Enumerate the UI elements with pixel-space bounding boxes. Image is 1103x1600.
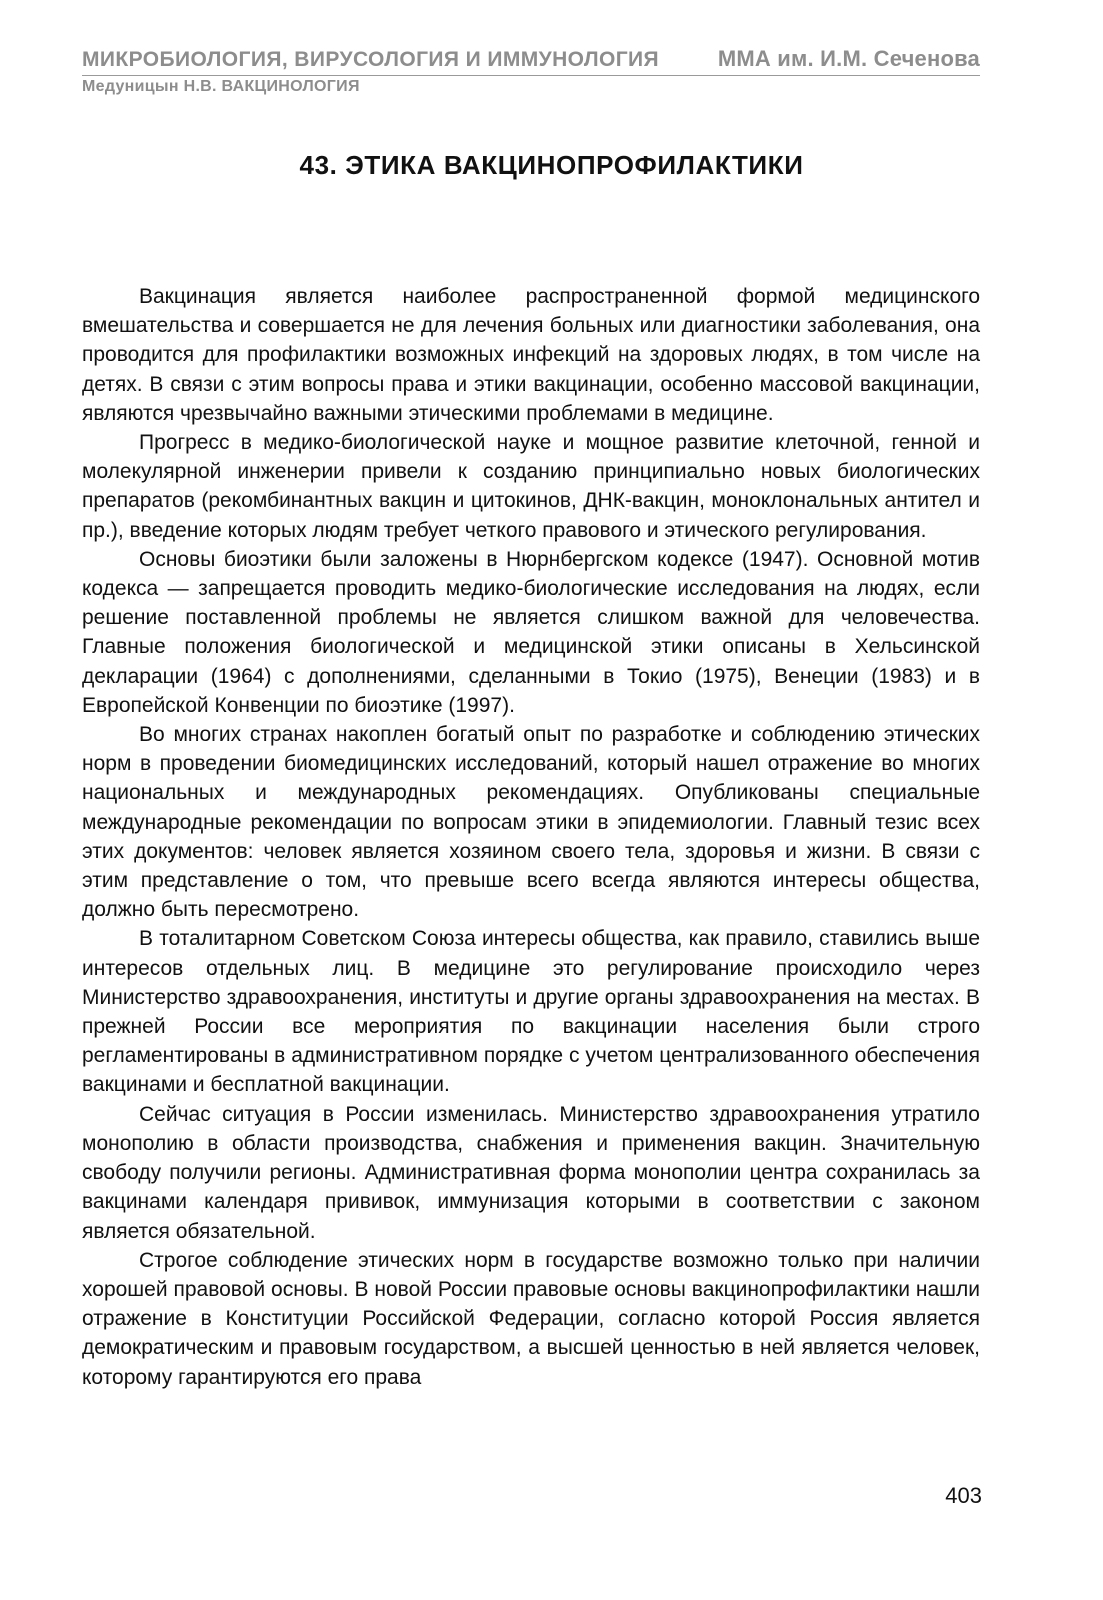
running-header-book: Медуницын Н.В. ВАКЦИНОЛОГИЯ [82, 78, 360, 95]
running-header-subject: МИКРОБИОЛОГИЯ, ВИРУСОЛОГИЯ И ИММУНОЛОГИЯ [82, 48, 660, 71]
paragraph: Строгое соблюдение этических норм в государстве возможно только при наличии хорошей правовой основы. В новой России правовые основы вакцинопрофилактики нашли отражение в Конституции Российской Федерации, согласно которой Россия является демократическим и правовым государством, а высшей ценностью в ней является человек, которому гарантируются его права [82, 1248, 980, 1389]
page-number: 403 [945, 1483, 982, 1508]
paragraph: Основы биоэтики были заложены в Нюрнбергском кодексе (1947). Основной мотив кодекса — запрещается проводить медико-биологические исследования на людях, если решение поставленной проблемы не является слишком важной для человечества. Главные положения биологической и медицинской этики описаны в Хельсинской декларации (1964) с дополнениями, сделанными в Токио (1975), Венеции (1983) и в Европейской Конвенции по биоэтике (1997). [82, 547, 980, 717]
paragraph: Во многих странах накоплен богатый опыт по разработке и соблюдению этических норм в проведении биомедицинских исследований, который нашел отражение во многих национальных и международных рекомендациях. Опубликованы специальные международные рекомендации по вопросам этики в эпидемиологии. Главный тезис всех этих документов: человек является хозяином своего тела, здоровья и жизни. В связи с этим представление о том, что превыше всего всегда являются интересы общества, должно быть пересмотрено. [82, 723, 980, 922]
paragraph: В тоталитарном Советском Союза интересы общества, как правило, ставились выше интересов отдельных лиц. В медицине это регулирование происходило через Министерство здравоохранения, институты и другие органы здравоохранения на местах. В прежней России все мероприятия по вакцинации населения были строго регламентированы в административном порядке с учетом централизованного обеспечения вакцинами и бесплатной вакцинации. [82, 927, 980, 1097]
running-header [82, 46, 980, 76]
paragraph: Вакцинация является наиболее распространенной формой медицинского вмешательства и совершается не для лечения больных или диагностики заболевания, она проводится для профилактики возможных инфекций на здоровых людях, в том числе на детях. В связи с этим вопросы права и этики вакцинации, особенно массовой вакцинации, являются чрезвычайно важными этическими проблемами в медицине. [82, 285, 980, 425]
body-text [82, 282, 980, 1392]
paragraph: Сейчас ситуация в России изменилась. Министерство здравоохранения утратило монополию в области производства, снабжения и применения вакцин. Значительную свободу получили регионы. Административная форма монополии центра сохранилась за вакцинами календаря прививок, иммунизация которыми в соответствии с законом является обязательной. [82, 1102, 980, 1243]
paragraph: Прогресс в медико-биологической науке и мощное развитие клеточной, генной и молекулярной инженерии привели к созданию принципиально новых биологических препаратов (рекомбинантных вакцин и цитокинов, ДНК-вакцин, моноклональных антител и пр.), введение которых людям требует четкого правового и этического регулирования. [82, 431, 980, 542]
running-header-institution: ММА им. И.М. Сеченова [717, 46, 980, 71]
chapter-title: 43. ЭТИКА ВАКЦИНОПРОФИЛАКТИКИ [299, 150, 804, 181]
